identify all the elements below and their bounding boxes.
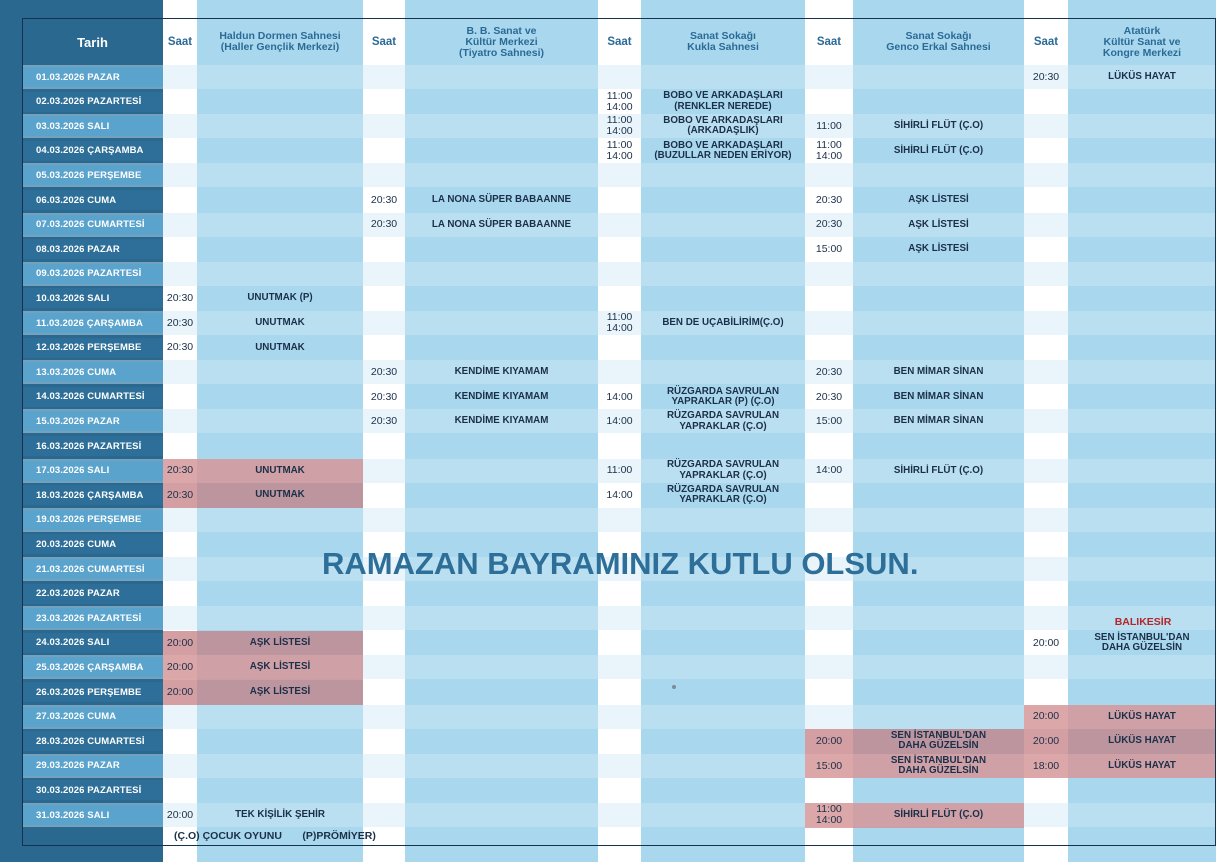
event-time: 20:30: [370, 415, 398, 428]
event-time: 20:30: [166, 316, 194, 329]
event-time: 20:30: [370, 218, 398, 231]
event-title: KENDİME KIYAMAM: [454, 390, 549, 402]
event-title: RÜZGARDA SAVRULAN YAPRAKLAR (Ç.O): [666, 483, 780, 506]
date-cell: 16.03.2026 PAZARTESİ: [22, 436, 163, 456]
event-time: 11:00 14:00: [606, 89, 633, 113]
header-saat: Saat: [167, 35, 193, 48]
event-time: 18:00: [1032, 759, 1060, 772]
event-title: BOBO VE ARKADAŞLARI (RENKLER NEREDE): [663, 90, 783, 112]
date-cell: 05.03.2026 PERŞEMBE: [22, 165, 163, 185]
event-title: SİHİRLİ FLÜT (Ç.O): [893, 464, 984, 476]
event-time: 11:00 14:00: [606, 311, 633, 335]
event-time: 20:00: [1032, 710, 1060, 723]
date-cell: 02.03.2026 PAZARTESİ: [22, 92, 163, 112]
event-time: 20:00: [1032, 636, 1060, 649]
event-title: LÜKÜS HAYAT: [1108, 735, 1176, 747]
event-title: UNUTMAK: [255, 341, 305, 353]
event-title: KENDİME KIYAMAM: [454, 366, 549, 378]
holiday-banner: RAMAZAN BAYRAMINIZ KUTLU OLSUN.: [322, 546, 919, 581]
event-time: 20:30: [166, 292, 194, 305]
event-time: 15:00: [815, 415, 843, 428]
event-title: AŞK LİSTESİ: [908, 218, 969, 230]
event-time: 20:30: [815, 218, 843, 231]
event-title: KENDİME KIYAMAM: [454, 415, 549, 427]
date-cell: 09.03.2026 PAZARTESİ: [22, 264, 163, 284]
event-title: SİHİRLİ FLÜT (Ç.O): [893, 120, 984, 132]
balikesir-label: BALIKESİR: [1114, 616, 1172, 628]
date-cell: 15.03.2026 PAZAR: [22, 411, 163, 431]
event-title: LA NONA SÜPER BABAANNE: [431, 194, 572, 206]
date-cell: 24.03.2026 SALI: [22, 633, 163, 653]
legend-text: (Ç.O) ÇOCUK OYUNU (P)PRÖMİYER): [174, 830, 376, 842]
event-time: 11:00 14:00: [606, 139, 633, 163]
event-title: UNUTMAK (P): [247, 292, 313, 304]
event-time: 15:00: [815, 242, 843, 255]
header-venue-4: Sanat Sokağı Genco Erkal Sahnesi: [886, 30, 991, 53]
header-saat: Saat: [371, 35, 397, 48]
date-cell: 12.03.2026 PERŞEMBE: [22, 338, 163, 358]
date-cell: 11.03.2026 ÇARŞAMBA: [22, 313, 163, 333]
event-title: RÜZGARDA SAVRULAN YAPRAKLAR (Ç.O): [666, 459, 780, 481]
event-title: AŞK LİSTESİ: [908, 194, 969, 206]
header-venue-1: Haldun Dormen Sahnesi (Haller Gençlik Merkezi): [219, 30, 341, 53]
header-venue-3: Sanat Sokağı Kukla Sahnesi: [687, 30, 759, 53]
event-title: RÜZGARDA SAVRULAN YAPRAKLAR (P) (Ç.O): [666, 385, 780, 408]
date-cell: 03.03.2026 SALI: [22, 116, 163, 136]
event-title: LÜKÜS HAYAT: [1108, 759, 1176, 771]
event-time: 14:00: [815, 464, 843, 477]
event-time: 20:00: [166, 661, 194, 674]
event-title: BOBO VE ARKADAŞLARI (BUZULLAR NEDEN ERİYOR): [654, 139, 792, 162]
event-title: UNUTMAK: [255, 489, 305, 501]
event-title: SEN İSTANBUL'DAN DAHA GÜZELSİN: [1094, 631, 1190, 654]
date-cell: 07.03.2026 CUMARTESİ: [22, 215, 163, 235]
event-time: 14:00: [606, 488, 633, 501]
date-cell: 06.03.2026 CUMA: [22, 190, 163, 210]
event-time: 20:30: [166, 341, 194, 354]
event-title: BEN MİMAR SİNAN: [893, 415, 984, 427]
event-time: 20:30: [166, 488, 194, 501]
date-cell: 19.03.2026 PERŞEMBE: [22, 510, 163, 530]
event-title: SİHİRLİ FLÜT (Ç.O): [893, 144, 984, 156]
event-title: BEN MİMAR SİNAN: [893, 390, 984, 402]
header-venue-5: Atatürk Kültür Sanat ve Kongre Merkezi: [1102, 24, 1182, 59]
event-time: 11:00: [606, 464, 633, 477]
event-time: 20:00: [815, 734, 843, 747]
event-title: AŞK LİSTESİ: [249, 686, 311, 698]
date-cell: 28.03.2026 CUMARTESİ: [22, 731, 163, 751]
event-time: 20:30: [166, 464, 194, 477]
event-title: SEN İSTANBUL'DAN DAHA GÜZELSİN: [890, 754, 987, 777]
date-cell: 23.03.2026 PAZARTESİ: [22, 608, 163, 628]
event-time: 11:00 14:00: [815, 139, 843, 163]
header-tarih: Tarih: [77, 34, 108, 50]
event-title: AŞK LİSTESİ: [249, 661, 311, 673]
date-cell: 31.03.2026 SALI: [22, 805, 163, 825]
event-time: 20:00: [166, 808, 194, 821]
date-cell: 21.03.2026 CUMARTESİ: [22, 559, 163, 579]
event-title: LA NONA SÜPER BABAANNE: [431, 218, 572, 230]
event-time: 20:00: [166, 636, 194, 649]
date-cell: 18.03.2026 ÇARŞAMBA: [22, 485, 163, 505]
date-cell: 14.03.2026 CUMARTESİ: [22, 387, 163, 407]
event-title: BEN MİMAR SİNAN: [893, 366, 984, 378]
date-cell: 20.03.2026 CUMA: [22, 534, 163, 554]
event-title: LÜKÜS HAYAT: [1108, 71, 1176, 83]
event-title: SEN İSTANBUL'DAN DAHA GÜZELSİN: [890, 729, 987, 752]
date-cell: 26.03.2026 PERŞEMBE: [22, 682, 163, 702]
event-time: 20:30: [370, 390, 398, 403]
date-cell: 08.03.2026 PAZAR: [22, 239, 163, 259]
event-time: 11:00: [816, 119, 842, 132]
event-title: UNUTMAK: [255, 464, 305, 476]
header-saat: Saat: [1033, 35, 1059, 48]
event-title: BEN DE UÇABİLİRİM(Ç.O): [662, 317, 784, 329]
event-time: 20:30: [815, 390, 843, 403]
date-cell: 30.03.2026 PAZARTESİ: [22, 780, 163, 800]
event-title: SİHİRLİ FLÜT (Ç.O): [893, 809, 984, 821]
event-title: UNUTMAK: [255, 317, 305, 329]
event-time: 20:00: [1032, 734, 1060, 747]
date-cell: 27.03.2026 CUMA: [22, 707, 163, 727]
date-cell: 01.03.2026 PAZAR: [22, 67, 163, 87]
date-cell: 13.03.2026 CUMA: [22, 362, 163, 382]
event-title: RÜZGARDA SAVRULAN YAPRAKLAR (Ç.O): [666, 410, 780, 432]
event-time: 20:30: [370, 193, 398, 206]
date-cell: 17.03.2026 SALI: [22, 461, 163, 481]
event-time: 11:00 14:00: [815, 803, 843, 827]
date-cell: 04.03.2026 ÇARŞAMBA: [22, 141, 163, 161]
event-time: 14:00: [606, 415, 633, 428]
date-cell: 25.03.2026 ÇARŞAMBA: [22, 657, 163, 677]
event-title: AŞK LİSTESİ: [908, 243, 969, 255]
event-time: 20:30: [815, 365, 843, 378]
event-time: 11:00 14:00: [606, 114, 633, 138]
event-time: 20:30: [815, 193, 843, 206]
event-time: 20:30: [370, 365, 398, 378]
event-title: LÜKÜS HAYAT: [1108, 710, 1176, 722]
event-title: AŞK LİSTESİ: [249, 636, 311, 648]
event-time: 15:00: [815, 759, 843, 772]
event-title: TEK KİŞİLİK ŞEHİR: [235, 809, 325, 821]
event-title: BOBO VE ARKADAŞLARI (ARKADAŞLIK): [663, 114, 783, 137]
header-saat: Saat: [816, 35, 842, 48]
table-outline: [22, 18, 1216, 846]
event-time: 20:30: [1032, 70, 1060, 83]
event-time: 14:00: [606, 390, 633, 403]
header-venue-2: B. B. Sanat ve Kültür Merkezi (Tiyatro Sahnesi): [459, 24, 544, 59]
date-cell: 10.03.2026 SALI: [22, 288, 163, 308]
header-saat: Saat: [607, 35, 632, 48]
date-cell: 22.03.2026 PAZAR: [22, 584, 163, 604]
date-cell: 29.03.2026 PAZAR: [22, 756, 163, 776]
event-time: 20:00: [166, 685, 194, 698]
